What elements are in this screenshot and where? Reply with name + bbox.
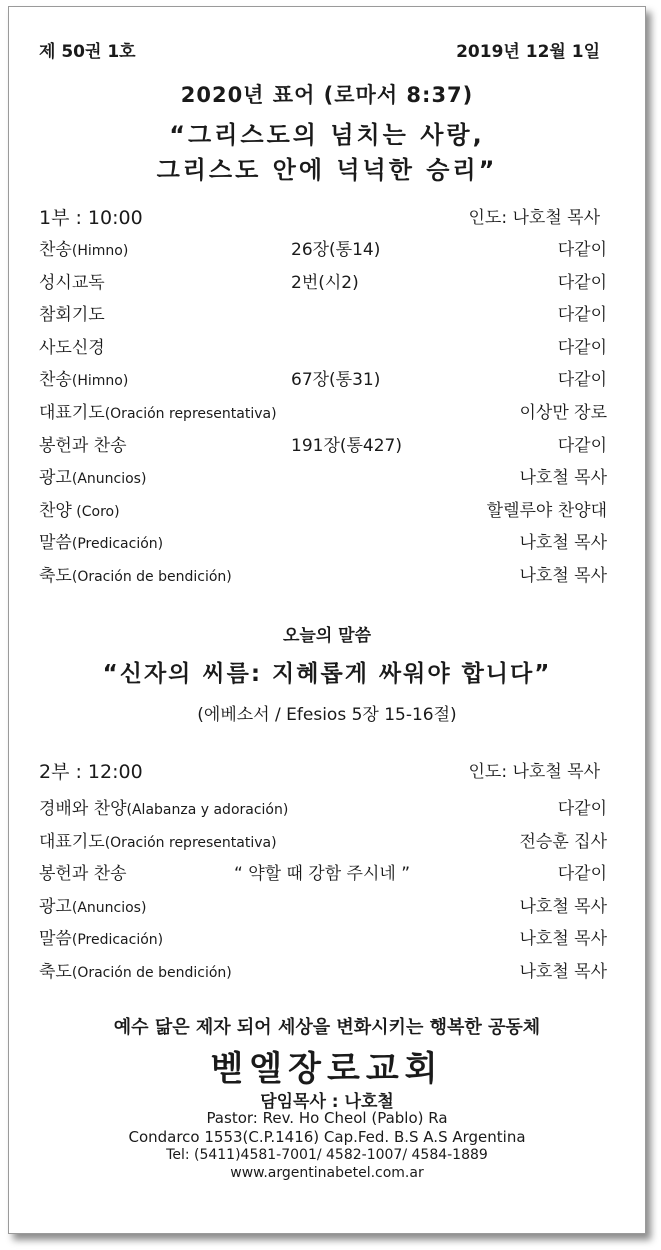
order-item-leader: 다같이 xyxy=(557,799,607,819)
order-item xyxy=(39,924,607,954)
bulletin-page xyxy=(8,6,646,1234)
motto-verse-line1: “그리스도의 넘치는 사랑, xyxy=(169,121,485,149)
order-item-title: 성시교독 xyxy=(39,272,105,293)
order-item-spanish: (Himno) xyxy=(71,373,129,390)
order-item-label xyxy=(39,827,277,852)
order-item-spanish: (Oración representativa) xyxy=(104,406,277,422)
order-item-leader: 이상만 장로 xyxy=(519,403,607,423)
order-item-title: 대표기도 xyxy=(39,403,105,423)
order-item-title: 축도 xyxy=(39,566,72,586)
order-item-title: 광고 xyxy=(39,896,72,917)
order-item-leader: 나호철 목사 xyxy=(519,929,607,950)
order-item-title: 찬양 xyxy=(39,500,72,521)
order-item xyxy=(39,333,607,363)
order-item-leader: 다같이 xyxy=(557,337,607,358)
order-item-label xyxy=(39,333,105,358)
order-item-label xyxy=(39,463,146,488)
order-item-spanish: (Oración de bendición) xyxy=(71,569,232,585)
order-item-leader: 나호철 목사 xyxy=(519,566,607,586)
order-item-detail: 67장(통31) xyxy=(291,370,381,391)
order-item-title: 사도신경 xyxy=(39,337,105,358)
order-item-spanish: (Anuncios) xyxy=(71,899,147,916)
order-item-label xyxy=(39,892,146,917)
order-item xyxy=(39,496,607,526)
service1-leader: 인도: 나호철 목사 xyxy=(468,208,600,228)
order-item-title: 참회기도 xyxy=(39,305,105,326)
order-item-leader: 다같이 xyxy=(557,305,607,326)
sermon-label: 오늘의 말씀 xyxy=(282,626,372,646)
order-item-leader: 다같이 xyxy=(557,864,607,885)
order-item-spanish: (Anuncios) xyxy=(71,471,147,488)
order-item-title: 말씀 xyxy=(39,533,72,554)
order-item xyxy=(39,957,607,987)
order-item-title: 광고 xyxy=(39,468,72,489)
sermon-reference: (에베소서 / Efesios 5장 15-16절) xyxy=(197,705,457,725)
order-item-label xyxy=(39,528,163,553)
service2-leader: 인도: 나호철 목사 xyxy=(468,762,600,782)
order-item xyxy=(39,365,607,395)
order-item-leader: 다같이 xyxy=(557,240,607,260)
order-item-spanish: (Predicación) xyxy=(71,536,164,553)
order-item-spanish: (Coro) xyxy=(71,503,120,520)
order-item-label xyxy=(39,561,232,586)
order-item-title: 대표기도 xyxy=(39,831,105,852)
order-item-title: 말씀 xyxy=(39,929,72,950)
order-item-leader: 나호철 목사 xyxy=(519,962,607,982)
order-item-label xyxy=(39,957,232,982)
service1-time: 1부 : 10:00 xyxy=(39,207,143,229)
order-item-leader: 나호철 목사 xyxy=(519,468,607,489)
order-item-detail: 191장(통427) xyxy=(291,435,403,456)
order-item-title: 찬송 xyxy=(39,240,72,260)
order-item-label xyxy=(39,398,277,423)
order-item xyxy=(39,827,607,857)
order-item-title: 봉헌과 찬송 xyxy=(39,435,127,456)
sermon-title: “신자의 씨름: 지혜롭게 싸워야 합니다” xyxy=(102,661,552,687)
order-item-title: 봉헌과 찬송 xyxy=(39,864,127,885)
order-item-title: 축도 xyxy=(39,962,72,982)
church-name: 벧엘장로교회 xyxy=(210,1049,444,1089)
church-vision: 예수 닮은 제자 되어 세상을 변화시키는 행복한 공동체 xyxy=(113,1017,541,1038)
order-item xyxy=(39,398,607,428)
order-item xyxy=(39,794,607,824)
order-item-leader: 전승훈 집사 xyxy=(519,831,607,852)
order-item xyxy=(39,268,607,298)
order-item-label xyxy=(39,431,127,456)
order-item-label xyxy=(39,268,105,293)
order-item-title: 찬송 xyxy=(39,370,72,391)
order-item xyxy=(39,235,607,265)
order-item-label xyxy=(39,496,120,521)
order-item-label xyxy=(39,365,128,390)
order-item xyxy=(39,528,607,558)
order-item xyxy=(39,431,607,461)
order-item-leader: 나호철 목사 xyxy=(519,896,607,917)
order-item-label xyxy=(39,924,163,949)
order-item-label xyxy=(39,794,288,819)
order-item-title: 경배와 찬양 xyxy=(39,799,127,819)
order-item xyxy=(39,463,607,493)
service2-time: 2부 : 12:00 xyxy=(39,761,143,783)
order-item-label xyxy=(39,859,127,884)
order-item xyxy=(39,859,607,889)
order-item-label xyxy=(39,300,105,325)
order-item xyxy=(39,892,607,922)
issue-date: 2019년 12월 1일 xyxy=(456,42,600,62)
order-item-leader: 다같이 xyxy=(557,370,607,391)
order-item-spanish: (Oración representativa) xyxy=(104,834,277,851)
church-website: www.argentinabetel.com.ar xyxy=(230,1165,424,1181)
order-item-detail: 26장(통14) xyxy=(291,240,381,260)
motto-title: 2020년 표어 (로마서 8:37) xyxy=(180,83,474,107)
motto-verse-line2: 그리스도 안에 넉넉한 승리” xyxy=(156,156,498,184)
order-item xyxy=(39,300,607,330)
order-item-spanish: (Oración de bendición) xyxy=(71,965,232,981)
order-item-detail: 2번(시2) xyxy=(291,272,359,293)
pastor-english: Pastor: Rev. Ho Cheol (Pablo) Ra xyxy=(206,1109,448,1127)
order-item xyxy=(39,561,607,591)
church-phone: Tel: (5411)4581-7001/ 4582-1007/ 4584-1889 xyxy=(166,1147,488,1163)
order-item-label xyxy=(39,235,128,260)
order-item-spanish: (Alabanza y adoración) xyxy=(126,802,289,818)
senior-pastor: 담임목사 : 나호철 xyxy=(260,1092,394,1112)
issue-number: 제 50권 1호 xyxy=(39,42,136,62)
order-item-spanish: (Predicación) xyxy=(71,932,164,949)
order-item-leader: 나호철 목사 xyxy=(519,533,607,554)
order-item-detail: “ 약할 때 강함 주시네 ” xyxy=(234,864,411,885)
order-item-leader: 다같이 xyxy=(557,272,607,293)
church-address: Condarco 1553(C.P.1416) Cap.Fed. B.S A.S Argentina xyxy=(128,1128,526,1146)
order-item-spanish: (Himno) xyxy=(71,243,129,259)
order-item-leader: 다같이 xyxy=(557,435,607,456)
order-item-leader: 할렐루야 찬양대 xyxy=(486,500,607,521)
